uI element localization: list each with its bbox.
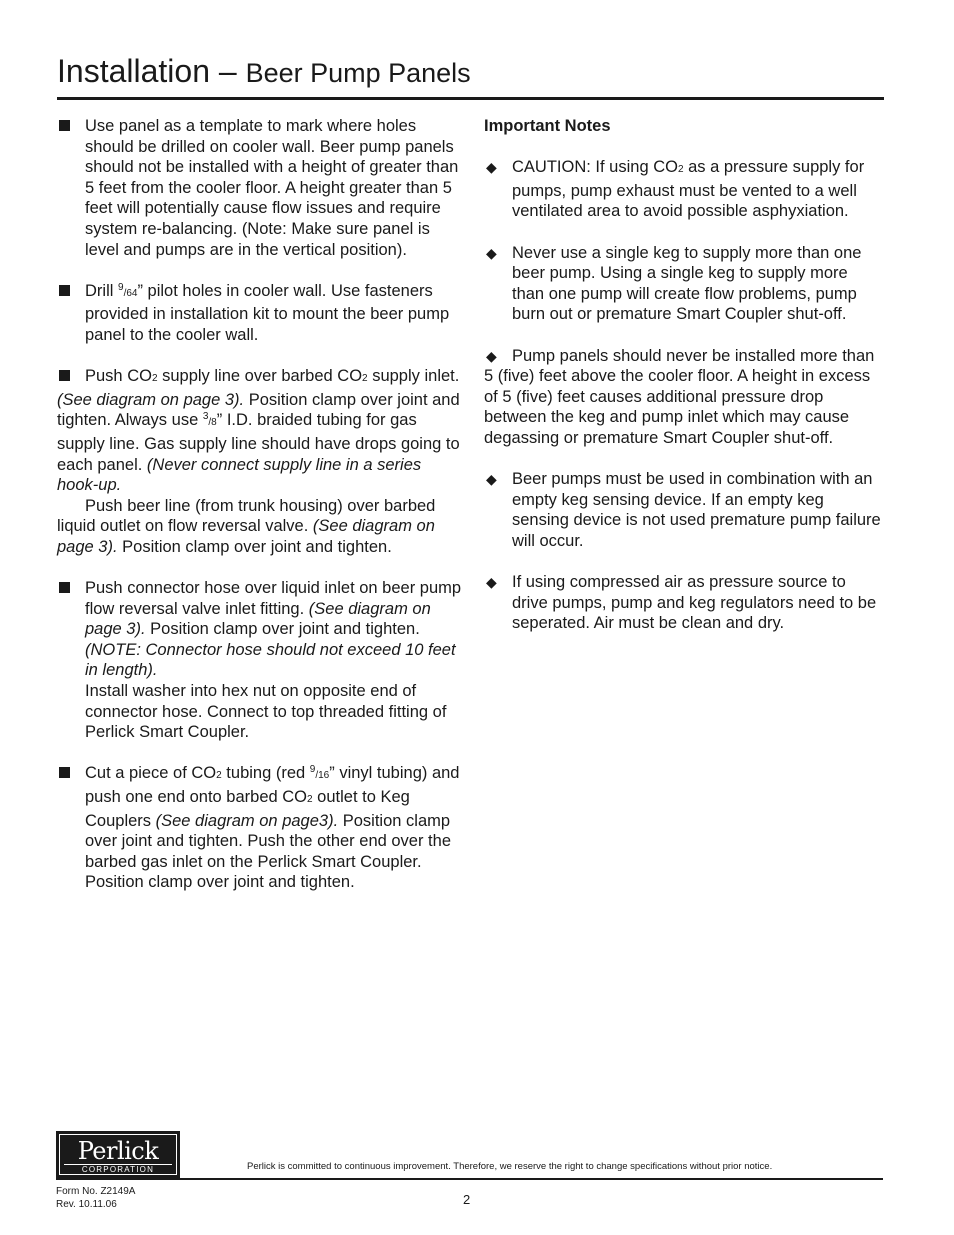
diagram-reference: (See diagram on page 3).: [57, 517, 435, 556]
note-item: [484, 346, 884, 449]
instruction-item: [57, 578, 462, 743]
revision-date: Rev. 10.11.06: [56, 1199, 117, 1210]
note-text: Pump panels should never be installed more than 5 (five) feet above the cooler floor. A height in excess of 5 (five) feet causes additional pressure drop between the keg and pump inlet which may cause degassing or premature Smart Coupler shut-off.: [484, 346, 875, 447]
square-bullet-icon: [59, 370, 70, 381]
instruction-item: [57, 366, 462, 557]
page-title: [57, 48, 471, 96]
note-item: [484, 469, 884, 551]
instruction-item: [57, 281, 462, 346]
instruction-text: Push connector hose over liquid inlet on beer pump flow reversal valve inlet fitting. (See diagram on page 3). Position clamp over joint and tighten. (NOTE: Connector hose should not exceed 10 feet in length).: [85, 579, 462, 680]
diamond-bullet-icon: ◆: [486, 244, 497, 261]
page-number: 2: [463, 1192, 471, 1207]
title-sub: Beer Pump Panels: [245, 58, 471, 88]
instruction-text: Push CO2 supply line over barbed CO2 supply inlet. (See diagram on page 3). Position clamp over joint and tighten. Always use $^3$/8” I.D. braided tubing for gas supply line. Gas supply line should have drops going to each panel. (Never connect supply line in a series hook-up.: [57, 367, 460, 495]
instruction-item: [57, 116, 462, 260]
square-bullet-icon: [59, 767, 70, 778]
diagram-reference: (See diagram on page 3).: [85, 599, 431, 639]
important-notes-column: [484, 116, 884, 654]
form-number: Form No. Z2149A: [56, 1186, 136, 1197]
instruction-warning: (NOTE: Connector hose should not exceed 10 feet in length).: [85, 640, 456, 680]
disclaimer: Perlick is committed to continuous improvement. Therefore, we reserve the right to change specifications without prior notice.: [247, 1161, 773, 1172]
square-bullet-icon: [59, 582, 70, 593]
logo-name: Perlick: [77, 1137, 159, 1165]
note-text: CAUTION: If using CO2 as a pressure supply for pumps, pump exhaust must be vented to a well ventilated area to avoid possible asphyxiation.: [512, 158, 865, 221]
diamond-bullet-icon: ◆: [486, 574, 497, 591]
diagram-reference: (See diagram on page 3).: [57, 390, 245, 409]
diamond-bullet-icon: ◆: [486, 159, 497, 176]
square-bullet-icon: [59, 285, 70, 296]
instruction-text: Cut a piece of CO2 tubing (red $^9$/16” vinyl tubing) and push one end onto barbed CO2 outlet to Keg Couplers (See diagram on page3). Position clamp over joint and tighten. Push the other end over the barbed gas inlet on the Perlick Smart Coupler. Position clamp over joint and tighten.: [85, 764, 460, 892]
diamond-bullet-icon: ◆: [486, 471, 497, 488]
note-item: [484, 157, 884, 222]
diagram-reference: (See diagram on page3).: [155, 811, 339, 830]
instruction-text: Use panel as a template to mark where holes should be drilled on cooler wall. Beer pump panels should not be installed with a height of greater than 5 feet from the cooler floor. A height greater than 5 feet will potentially cause flow issues and require system re-balancing. (Note: Make sure panel is level and pumps are in the vertical position).: [85, 117, 459, 259]
note-item: [484, 243, 884, 325]
fraction-numerator: 9: [118, 281, 124, 293]
note-text: Never use a single keg to supply more than one beer pump. Using a single keg to supply more than one pump will create flow problems, pump burn out or premature Smart Coupler shut-off.: [512, 243, 862, 324]
footer-divider: [56, 1178, 883, 1180]
instruction-text: Drill $^9$/64” pilot holes in cooler wall. Use fasteners provided in installation kit to mount the beer pump panel to the cooler wall.: [85, 281, 450, 344]
instruction-text: Install washer into hex nut on opposite end of connector hose. Connect to top threaded fitting of Perlick Smart Coupler.: [85, 682, 447, 742]
form-info: [56, 1185, 135, 1211]
instruction-item: [57, 763, 462, 893]
title-main: Installation –: [57, 53, 237, 89]
diamond-bullet-icon: ◆: [486, 347, 497, 364]
instructions-column: [57, 116, 462, 914]
instruction-text: Push beer line (from trunk housing) over barbed liquid outlet on flow reversal valve. (See diagram on page 3). Position clamp over joint and tighten.: [57, 496, 436, 556]
important-notes-heading: Important Notes: [484, 117, 611, 135]
fraction-denominator: /64: [123, 287, 138, 299]
note-item: [484, 572, 884, 634]
logo-corporation: CORPORATION: [64, 1164, 172, 1174]
perlick-logo: [56, 1131, 180, 1178]
title-divider: [57, 97, 884, 100]
square-bullet-icon: [59, 120, 70, 131]
note-text: Beer pumps must be used in combination with an empty keg sensing device. If an empty keg sensing device is not used premature pump failure will occur.: [512, 470, 881, 550]
instruction-warning: (Never connect supply line in a series hook-up.: [57, 455, 422, 495]
note-text: If using compressed air as pressure source to drive pumps, pump and keg regulators need to be seperated. Air must be clean and dry.: [512, 573, 877, 633]
